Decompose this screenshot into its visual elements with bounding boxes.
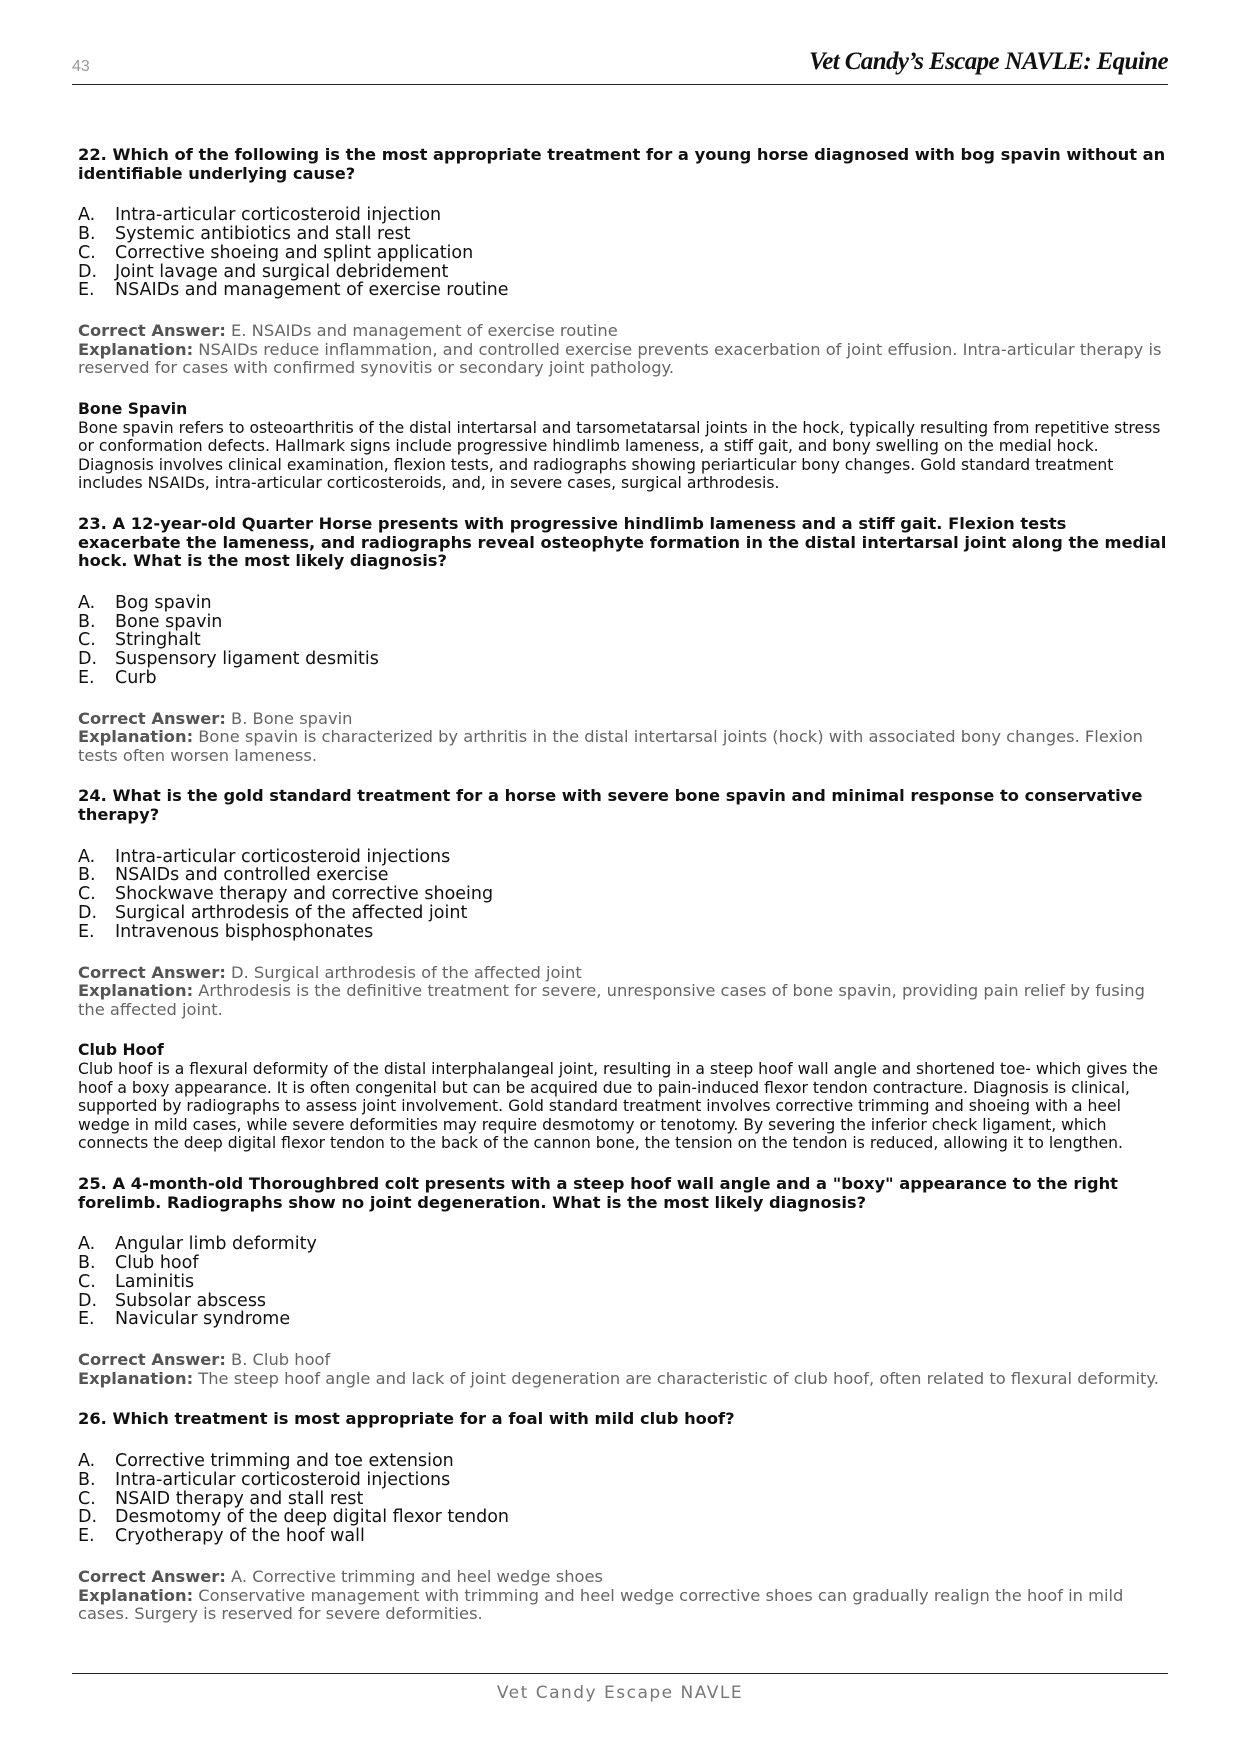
option-a (78, 594, 1170, 613)
topic-title: Club Hoof (78, 1041, 164, 1060)
footer-divider (72, 1673, 1168, 1674)
answer-explanation (78, 710, 1170, 766)
answer-label: Correct Answer: (78, 962, 226, 982)
question-text: 25. A 4-month-old Thoroughbred colt presents with a steep hoof wall angle and a "boxy" appearance to the right forelimb. Radiographs show no joint degeneration. What is the most likely diagnosis? (78, 1173, 1118, 1212)
topic-text: Club hoof is a flexural deformity of the distal interphalangeal joint, resulting in a steep hoof wall angle and shortened toe- which gives the hoof a boxy appearance. It is often congenital but can be acquired due to pain-induced flexor tendon contracture. Diagnosis is clinical, supported by radiographs to assess joint involvement. Gold standard treatment involves corrective trimming and shoeing with a heel wedge in mild cases, while severe deformities may require desmotomy or tenotomy. By severing the inferior check ligament, which connects the deep digital flexor tendon to the back of the cannon bone, the tension on the tendon is reduced, allowing it to lengthen. (78, 1060, 1158, 1153)
option-letter: A. (78, 1450, 96, 1471)
option-d (78, 904, 1170, 923)
option-b (78, 1254, 1170, 1273)
option-text: Corrective trimming and toe extension (115, 1450, 454, 1471)
option-text: Corrective shoeing and splint application (115, 242, 474, 263)
option-text: Joint lavage and surgical debridement (115, 261, 449, 282)
explanation-label: Explanation: (78, 1368, 194, 1388)
answer-text: B. Club hoof (231, 1350, 331, 1370)
option-letter: C. (78, 1271, 96, 1292)
option-text: Suspensory ligament desmitis (115, 649, 379, 670)
option-letter: E. (78, 921, 95, 942)
answer-text: A. Corrective trimming and heel wedge shoes (231, 1566, 603, 1586)
topic-title: Bone Spavin (78, 399, 188, 418)
answer-explanation (78, 964, 1170, 1020)
option-a (78, 1452, 1170, 1471)
option-letter: A. (78, 1234, 96, 1255)
question-text: 24. What is the gold standard treatment for a horse with severe bone spavin and minimal response to conservative therapy? (78, 786, 1143, 825)
option-text: Shockwave therapy and corrective shoeing (115, 884, 494, 905)
page-content (78, 146, 1170, 1646)
option-d (78, 263, 1170, 282)
option-letter: D. (78, 261, 98, 282)
option-c (78, 631, 1170, 650)
option-d (78, 1292, 1170, 1311)
option-text: Stringhalt (115, 630, 201, 651)
explanation-label: Explanation: (78, 1585, 194, 1605)
question-block-24 (78, 787, 1170, 1019)
option-c (78, 244, 1170, 263)
answer-text: E. NSAIDs and management of exercise routine (231, 321, 618, 341)
option-letter: D. (78, 903, 98, 924)
option-text: Navicular syndrome (115, 1309, 291, 1330)
answer-text: D. Surgical arthrodesis of the affected joint (231, 962, 582, 982)
option-text: Intravenous bisphosphonates (115, 921, 374, 942)
topic-bone-spavin (78, 400, 1170, 493)
question-text: 26. Which treatment is most appropriate for a foal with mild club hoof? (78, 1409, 735, 1429)
option-letter: D. (78, 1290, 98, 1311)
explanation-label: Explanation: (78, 339, 194, 359)
option-letter: B. (78, 865, 96, 886)
question-block-25 (78, 1175, 1170, 1388)
option-c (78, 1490, 1170, 1509)
option-a (78, 848, 1170, 867)
option-c (78, 885, 1170, 904)
explanation-text: NSAIDs reduce inflammation, and controlled exercise prevents exacerbation of joint effusion. Intra-articular therapy is reserved for cases with confirmed synovitis or secondary joint pathology. (78, 339, 1162, 378)
option-text: Cryotherapy of the hoof wall (115, 1526, 365, 1547)
option-text: Curb (115, 667, 157, 688)
option-a (78, 206, 1170, 225)
option-text: Laminitis (115, 1271, 195, 1292)
explanation-text: Arthrodesis is the definitive treatment for severe, unresponsive cases of bone spavin, providing pain relief by fusing the affected joint. (78, 981, 1145, 1019)
option-b (78, 225, 1170, 244)
option-letter: B. (78, 223, 96, 244)
answer-label: Correct Answer: (78, 1350, 226, 1370)
option-text: Club hoof (115, 1252, 199, 1273)
option-e (78, 1527, 1170, 1546)
option-letter: A. (78, 846, 96, 867)
option-list (78, 1235, 1170, 1329)
answer-explanation (78, 322, 1170, 378)
page-number: 43 (72, 58, 90, 75)
topic-text: Bone spavin refers to osteoarthritis of the distal intertarsal and tarsometatarsal joints in the hock, typically resulting from repetitive stress or conformation defects. Hallmark signs include progressive hindlimb lameness, a stiff gait, and bony swelling on the medial hock. Diagnosis involves clinical examination, flexion tests, and radiographs showing periarticular bony changes. Gold standard treatment includes NSAIDs, intra-articular corticosteroids, and, in severe cases, surgical arthrodesis. (78, 418, 1161, 493)
option-text: Bog spavin (115, 592, 212, 613)
option-letter: B. (78, 1469, 96, 1490)
option-letter: C. (78, 630, 96, 651)
option-d (78, 650, 1170, 669)
option-list (78, 848, 1170, 942)
question-block-22 (78, 146, 1170, 378)
option-a (78, 1235, 1170, 1254)
option-c (78, 1273, 1170, 1292)
option-text: Subsolar abscess (115, 1290, 267, 1311)
option-text: Bone spavin (115, 611, 223, 632)
option-letter: B. (78, 611, 96, 632)
answer-label: Correct Answer: (78, 708, 226, 728)
footer-text: Vet Candy Escape NAVLE (496, 1683, 744, 1703)
explanation-label: Explanation: (78, 981, 194, 1001)
option-letter: E. (78, 280, 95, 301)
option-list (78, 594, 1170, 688)
explanation-label: Explanation: (78, 727, 194, 747)
explanation-text: Bone spavin is characterized by arthritis in the distal intertarsal joints (hock) with associated bony changes. Flexion tests often worsen lameness. (78, 727, 1143, 765)
option-letter: D. (78, 649, 98, 670)
answer-label: Correct Answer: (78, 1566, 226, 1586)
question-block-26 (78, 1410, 1170, 1623)
page-header (72, 48, 1168, 85)
option-text: Intra-articular corticosteroid injections (115, 1469, 451, 1490)
option-e (78, 669, 1170, 688)
option-d (78, 1508, 1170, 1527)
topic-club-hoof (78, 1041, 1170, 1153)
option-b (78, 613, 1170, 632)
option-letter: A. (78, 592, 96, 613)
option-letter: A. (78, 205, 96, 226)
option-b (78, 866, 1170, 885)
explanation-text: Conservative management with trimming and heel wedge corrective shoes can gradually realign the hoof in mild cases. Surgery is reserved for severe deformities. (78, 1585, 1124, 1624)
book-title: Vet Candy’s Escape NAVLE: Equine (808, 48, 1168, 75)
option-text: NSAID therapy and stall rest (115, 1488, 364, 1509)
option-letter: E. (78, 667, 95, 688)
question-text: 23. A 12-year-old Quarter Horse presents with progressive hindlimb lameness and a stiff gait. Flexion tests exacerbate the lameness, and radiographs reveal osteophyte formation in the distal intertarsal joint along the medial hock. What is the most likely diagnosis? (78, 513, 1167, 571)
option-letter: E. (78, 1309, 95, 1330)
option-e (78, 923, 1170, 942)
option-text: Intra-articular corticosteroid injection (115, 205, 442, 226)
option-text: NSAIDs and controlled exercise (115, 865, 389, 886)
answer-explanation (78, 1568, 1170, 1624)
question-text: 22. Which of the following is the most appropriate treatment for a young horse diagnosed with bog spavin without an identifiable underlying cause? (78, 145, 1166, 183)
option-letter: E. (78, 1526, 95, 1547)
option-e (78, 1310, 1170, 1329)
option-letter: D. (78, 1507, 98, 1528)
answer-text: B. Bone spavin (231, 708, 353, 728)
option-text: Intra-articular corticosteroid injections (115, 846, 451, 867)
option-text: Desmotomy of the deep digital flexor tendon (115, 1507, 510, 1528)
option-letter: C. (78, 242, 96, 263)
option-letter: C. (78, 884, 96, 905)
option-e (78, 281, 1170, 300)
answer-label: Correct Answer: (78, 321, 226, 341)
option-list (78, 1452, 1170, 1546)
option-b (78, 1471, 1170, 1490)
option-letter: C. (78, 1488, 96, 1509)
option-list (78, 206, 1170, 300)
explanation-text: The steep hoof angle and lack of joint degeneration are characteristic of club hoof, often related to flexural deformity. (198, 1368, 1159, 1388)
option-letter: B. (78, 1252, 96, 1273)
option-text: Systemic antibiotics and stall rest (115, 223, 411, 244)
option-text: NSAIDs and management of exercise routine (115, 280, 509, 301)
answer-explanation (78, 1351, 1170, 1388)
question-block-23 (78, 515, 1170, 766)
option-text: Angular limb deformity (115, 1234, 317, 1255)
option-text: Surgical arthrodesis of the affected joint (115, 903, 468, 924)
